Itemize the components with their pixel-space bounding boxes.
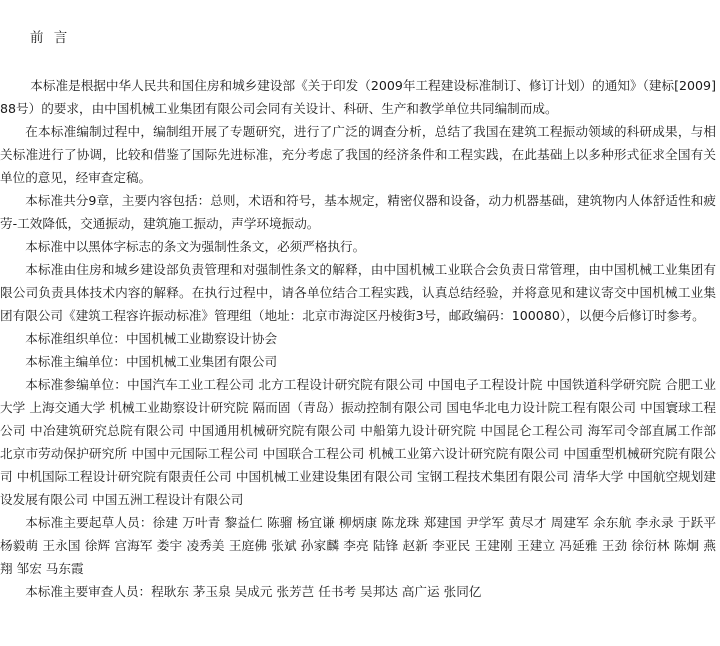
paragraph-participants: 本标准参编单位：中国汽车工业工程公司 北方工程设计研究院有限公司 中国电子工程设计院 中国铁道科学研究院 合肥工业大学 上海交通大学 机械工业勘察设计研究院 隔而固（青岛）振动控制有限公司 国电华北电力设计院工程有限公司 中国寰球工程公司 中冶建筑研究总院有限公司 中国通用机械研究院有限公司 中船第九设计研究院 中国昆仑工程公司 海军司令部直属工作部 北京市劳动保护研究所 中国中元国际工程公司 中国联合工程公司 机械工业第六设计研究院有限公司 中国重型机械研究院有限公司 中机国际工程设计研究院有限责任公司 中国机械工业建设集团有限公司 宝钢工程技术集团有限公司 清华大学 中国航空规划建设发展有限公司 中国五洲工程设计有限公司 bbox=[0, 377, 716, 507]
paragraph-process: 在本标准编制过程中，编制组开展了专题研究，进行了广泛的调查分析，总结了我国在建筑工程振动领域的科研成果，与相关标准进行了协调，比较和借鉴了国际先进标准，充分考虑了我国的经济条件和工程实践，在此基础上以多种形式征求全国有关单位的意见，经审查定稿。 bbox=[0, 124, 716, 185]
paragraph-basis: 本标准是根据中华人民共和国住房和城乡建设部《关于印发（2009年工程建设标准制订、修订计划）的通知》（建标[2009] 88号）的要求，由中国机械工业集团有限公司会同有关设计、科研、生产和教学单位共同编制而成。 bbox=[0, 78, 716, 116]
paragraph-mandatory: 本标准中以黑体字标志的条文为强制性条文，必须严格执行。 bbox=[25, 239, 366, 254]
page-title: 前 言 bbox=[30, 30, 71, 46]
paragraph-reviewers: 本标准主要审查人员：程耿东 茅玉泉 吴成元 张芳芑 任书考 吴邦达 高广运 张同亿 bbox=[25, 584, 482, 599]
spacer bbox=[0, 48, 716, 74]
paragraph-management: 本标准由住房和城乡建设部负责管理和对强制性条文的解释，由中国机械工业联合会负责日常管理，由中国机械工业集团有限公司负责具体技术内容的解释。在执行过程中，请各单位结合工程实践，认真总结经验，并将意见和建议寄交中国机械工业集团有限公司《建筑工程容许振动标准》管理组（地址：北京市海淀区丹棱街3号，邮政编码：100080），以便今后修订时参考。 bbox=[0, 262, 716, 323]
paragraph-contents: 本标准共分9章，主要内容包括：总则，术语和符号，基本规定，精密仪器和设备，动力机器基础，建筑物内人体舒适性和疲劳-工效降低，交通振动，建筑施工振动，声学环境振动。 bbox=[0, 193, 716, 231]
paragraph-drafters: 本标准主要起草人员：徐建 万叶青 黎益仁 陈骝 杨宜谦 柳炳康 陈龙珠 郑建国 尹学军 黄尽才 周建军 余东航 李永录 于跃平 杨毅萌 王永国 徐辉 宫海军 娄宇 凌秀美 王庭佛 张斌 孙家麟 李亮 陆锋 赵新 李亚民 王建刚 王建立 冯延雅 王劲 徐衍林 陈炯 燕翔 邹宏 马东霞 bbox=[0, 515, 716, 576]
paragraph-organizer: 本标准组织单位：中国机械工业勘察设计协会 bbox=[25, 331, 278, 346]
paragraph-chief-editor: 本标准主编单位：中国机械工业集团有限公司 bbox=[25, 354, 278, 369]
